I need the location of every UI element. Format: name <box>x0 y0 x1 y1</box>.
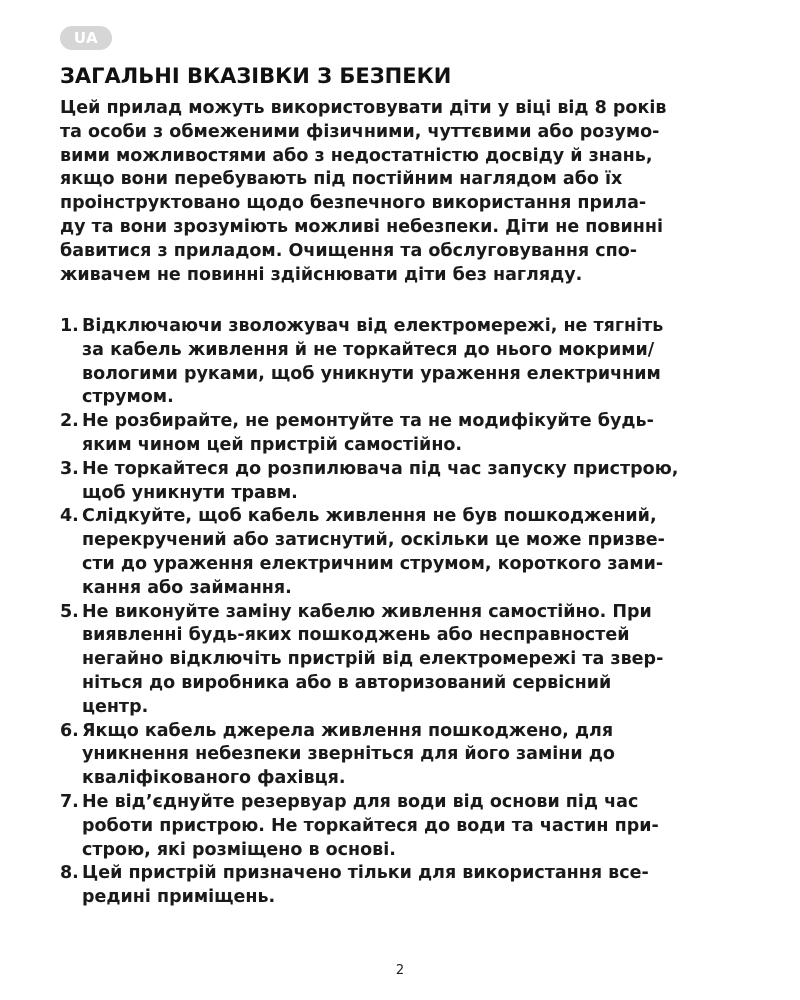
section-title: ЗАГАЛЬНІ ВКАЗІВКИ З БЕЗПЕКИ <box>60 64 452 88</box>
rule-text: Не розбирайте, не ремонтуйте та не модифікуйте будь- яким чином цей пристрій самостійно. <box>82 411 654 455</box>
rule-text: Не виконуйте заміну кабелю живлення самостійно. При виявленні будь-яких пошкоджень або несправностей негайно відключіть пристрій від електромережі та звер- ніться до виробника або в авторизований сервісний центр. <box>82 601 664 717</box>
rule-text: Не від’єднуйте резервуар для води від основи під час роботи пристрою. Не торкайтеся до води та частин при- строю, які розміщено в основі. <box>82 791 659 860</box>
safety-rules-list <box>60 315 750 910</box>
safety-rule-2 <box>60 410 750 458</box>
safety-rule-6 <box>60 720 750 791</box>
rule-number: 5. <box>60 601 79 622</box>
rule-text: Не торкайтеся до розпилювача під час запуску пристрою, щоб уникнути травм. <box>82 458 679 503</box>
rule-number: 4. <box>60 506 79 527</box>
rule-text: Цей пристрій призначено тільки для використання все- редині приміщень. <box>82 863 649 908</box>
safety-rule-7 <box>60 791 750 862</box>
intro-paragraph: Цей прилад можуть використовувати діти у віці від 8 років та особи з обмеженими фізичними, чуттєвими або розумо- вими можливостями або з недостатністю досвіду й знань, якщо вони перебувають під постійним наглядом або їх проінструктовано щодо безпечного використання прила- ду та вони зрозуміють можливі небезпеки. Діти не повинні бавитися з приладом. Очищення та обслуговування спо- живачем не повинні здійснювати діти без нагляду. <box>60 98 667 285</box>
rule-text: Відключаючи зволожувач від електромережі, не тягніть за кабель живлення й не торкайтеся до нього мокрими/ вологими руками, щоб уникнути ураження електричним струмом. <box>82 316 664 408</box>
rule-number: 6. <box>60 720 79 741</box>
safety-rule-3 <box>60 458 750 506</box>
rule-number: 2. <box>60 411 79 432</box>
safety-rule-5 <box>60 601 750 720</box>
safety-rule-8 <box>60 862 750 910</box>
rule-text: Якщо кабель джерела живлення пошкоджено, для уникнення небезпеки зверніться для його заміни до кваліфікованого фахівця. <box>82 720 615 789</box>
rule-number: 3. <box>60 458 79 479</box>
page-number: 2 <box>395 963 405 978</box>
rule-number: 8. <box>60 863 79 884</box>
safety-rule-4 <box>60 505 750 600</box>
rule-number: 1. <box>60 316 79 336</box>
rule-number: 7. <box>60 791 79 812</box>
rule-text: Слідкуйте, щоб кабель живлення не був пошкоджений, перекручений або затиснутий, оскільки це може призве- сти до ураження електричним струмом, короткого зами- кання або займання. <box>82 506 665 598</box>
language-badge: UA <box>60 26 112 50</box>
safety-rule-1 <box>60 315 750 410</box>
